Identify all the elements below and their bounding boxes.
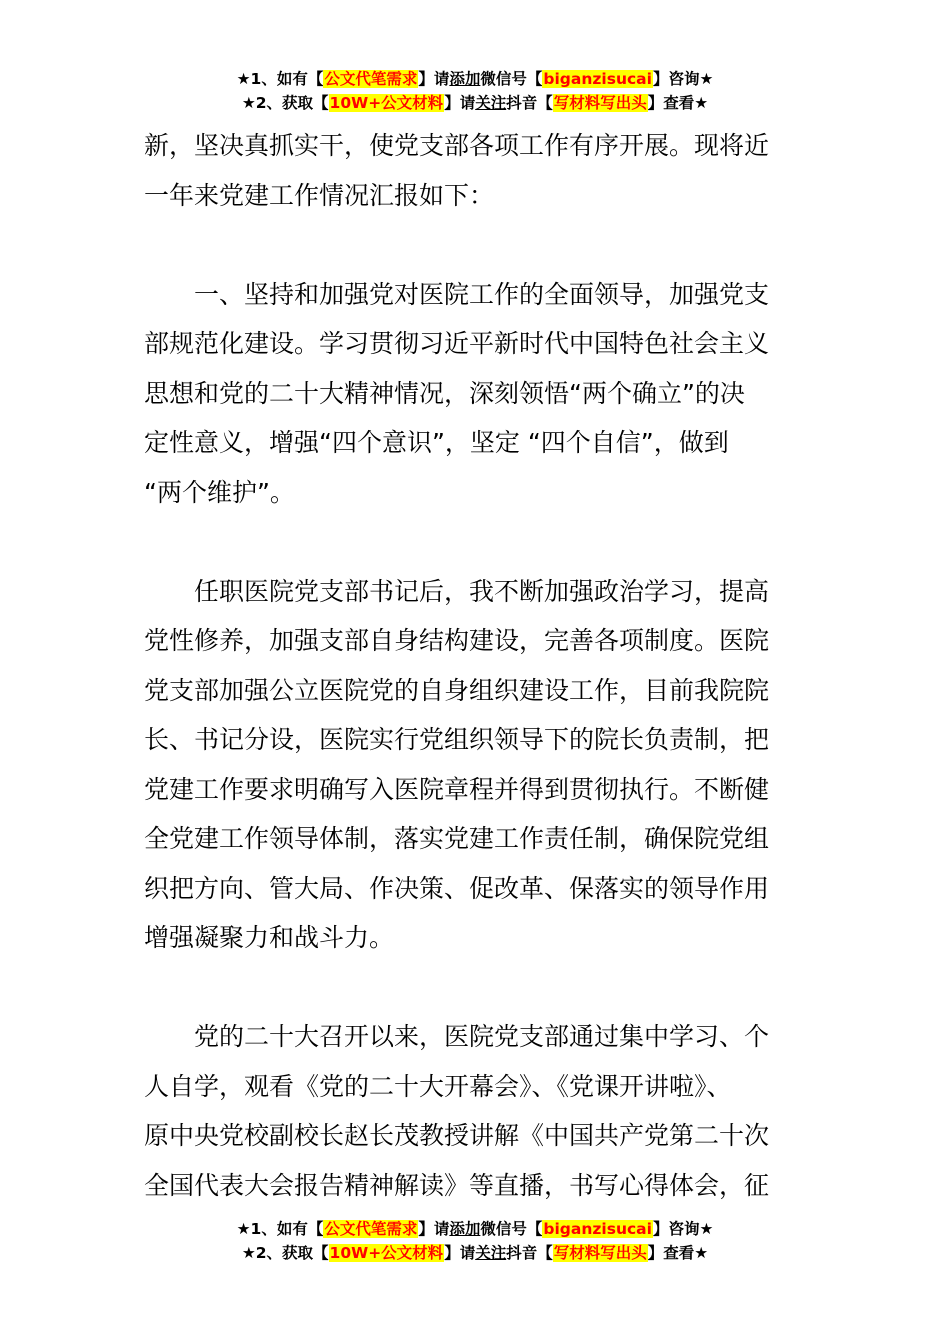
promo-text: 微信号【 (480, 70, 543, 88)
header-promo-banner (0, 67, 950, 115)
highlight-ghostwriting: 公文代笔需求 (324, 70, 418, 88)
text-line: 人自学，观看《党的二十大开幕会》、《党课开讲啦》、 (144, 1071, 732, 1101)
text-line: 党支部加强公立医院党的自身组织建设工作，目前我院院 (144, 675, 770, 705)
text-line: 长、书记分设，医院实行党组织领导下的院长负责制，把 (144, 725, 770, 754)
text-line: 定性意义，增强“四个意识”，坚定 “四个自信”，做到 (144, 428, 729, 457)
document-body (144, 121, 806, 1210)
paragraph-gap (144, 220, 806, 270)
text-line: “两个维护”。 (144, 477, 295, 507)
promo-text: ★1、如有【 (236, 1220, 324, 1238)
highlight-materials: 10W+公文材料 (329, 1244, 444, 1262)
paragraph-section-one (144, 270, 806, 518)
promo-text: 】请 (444, 94, 476, 112)
highlight-wechat-id: biganzisucai (543, 1220, 652, 1238)
paragraph-congress-study (144, 1012, 806, 1210)
text-line: 任职医院党支部书记后，我不断加强政治学习，提高 (194, 576, 770, 606)
text-line: 党的二十大召开以来，医院党支部通过集中学习、个 (194, 1022, 770, 1051)
promo-text: 微信号【 (480, 1220, 543, 1238)
promo-text: 】请 (444, 1244, 476, 1262)
text-line: 新，坚决真抓实干，使党支部各项工作有序开展。现将近 (144, 131, 770, 160)
promo-text: 】咨询★ (652, 1220, 714, 1238)
promo-line-2 (0, 1241, 950, 1265)
paragraph-gap (144, 963, 806, 1013)
highlight-douyin-id: 写材料写出头 (553, 94, 647, 112)
promo-text: ★2、获取【 (241, 1244, 329, 1262)
promo-text: 】请 (418, 1220, 450, 1238)
highlight-ghostwriting: 公文代笔需求 (324, 1220, 418, 1238)
text-line: 全党建工作领导体制，落实党建工作责任制，确保院党组 (144, 824, 770, 853)
footer-promo-banner (0, 1217, 950, 1265)
promo-underline: 关注 (475, 1244, 507, 1262)
highlight-materials: 10W+公文材料 (329, 94, 444, 112)
text-line: 部规范化建设。学习贯彻习近平新时代中国特色社会主义 (144, 329, 770, 358)
promo-text: 】查看★ (647, 1244, 709, 1262)
promo-text: ★2、获取【 (241, 94, 329, 112)
text-line: 增强凝聚力和战斗力。 (144, 923, 395, 952)
promo-text: 】咨询★ (652, 70, 714, 88)
text-line: 一年来党建工作情况汇报如下： (144, 180, 495, 210)
text-line: 思想和党的二十大精神情况，深刻领悟“两个确立”的决 (144, 378, 745, 408)
promo-text: 抖音【 (506, 1244, 553, 1262)
promo-text: ★1、如有【 (236, 70, 324, 88)
promo-line-2 (0, 91, 950, 115)
text-line: 党性修养，加强支部自身结构建设，完善各项制度。医院 (144, 626, 770, 655)
paragraph-intro-continuation (144, 121, 806, 220)
highlight-wechat-id: biganzisucai (543, 70, 652, 88)
promo-underline: 添加 (449, 70, 481, 88)
promo-text: 】请 (418, 70, 450, 88)
paragraph-secretary-work (144, 567, 806, 963)
promo-text: 】查看★ (647, 94, 709, 112)
promo-line-1 (0, 67, 950, 91)
text-line: 全国代表大会报告精神解读》等直播，书写心得体会，征 (144, 1170, 770, 1200)
highlight-douyin-id: 写材料写出头 (553, 1244, 647, 1262)
promo-text: 抖音【 (506, 94, 553, 112)
text-line: 织把方向、管大局、作决策、促改革、保落实的领导作用 (144, 873, 770, 903)
promo-underline: 添加 (449, 1220, 481, 1238)
text-line: 党建工作要求明确写入医院章程并得到贯彻执行。不断健 (144, 774, 770, 804)
text-line: 原中央党校副校长赵长茂教授讲解《中国共产党第二十次 (144, 1121, 770, 1150)
paragraph-gap (144, 517, 806, 567)
text-line: 一、坚持和加强党对医院工作的全面领导，加强党支 (194, 279, 770, 309)
promo-line-1 (0, 1217, 950, 1241)
promo-underline: 关注 (475, 94, 507, 112)
